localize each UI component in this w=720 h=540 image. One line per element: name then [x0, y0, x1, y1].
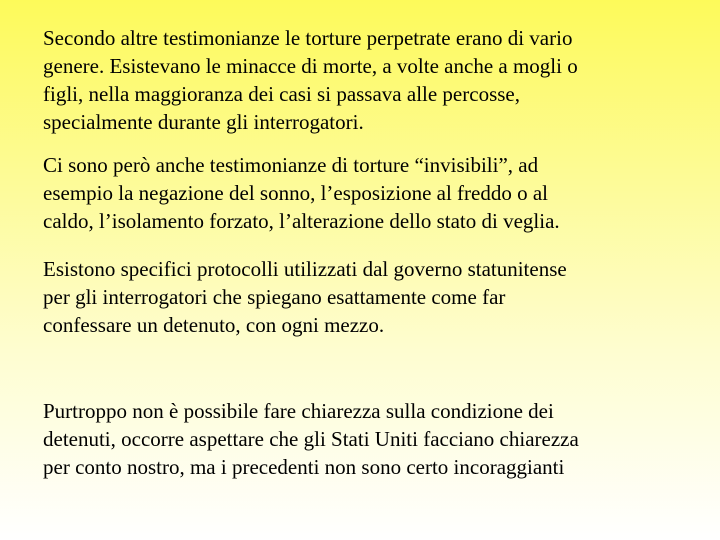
paragraph-interrogation-protocols: Esistono specifici protocolli utilizzati dal governo statunitense per gli interrogatori che spiegano esattamente come far confessare un detenuto, con ogni mezzo.: [43, 257, 567, 337]
paragraph-torture-types: Secondo altre testimonianze le torture perpetrate erano di vario genere. Esistevano le minacce di morte, a volte anche a mogli o figli, nella maggioranza dei casi si passava alle percosse, specialmente durante gli interrogatori.: [43, 26, 578, 134]
paragraph-invisible-torture: Ci sono però anche testimonianze di torture “invisibili”, ad esempio la negazione del sonno, l’esposizione al freddo o al caldo, l’isolamento forzato, l’alterazione dello stato di veglia.: [43, 153, 560, 233]
paragraph-detainee-condition: Purtroppo non è possibile fare chiarezza sulla condizione dei detenuti, occorre aspettare che gli Stati Uniti facciano chiarezza per conto nostro, ma i precedenti non sono certo incoraggianti: [43, 399, 579, 479]
